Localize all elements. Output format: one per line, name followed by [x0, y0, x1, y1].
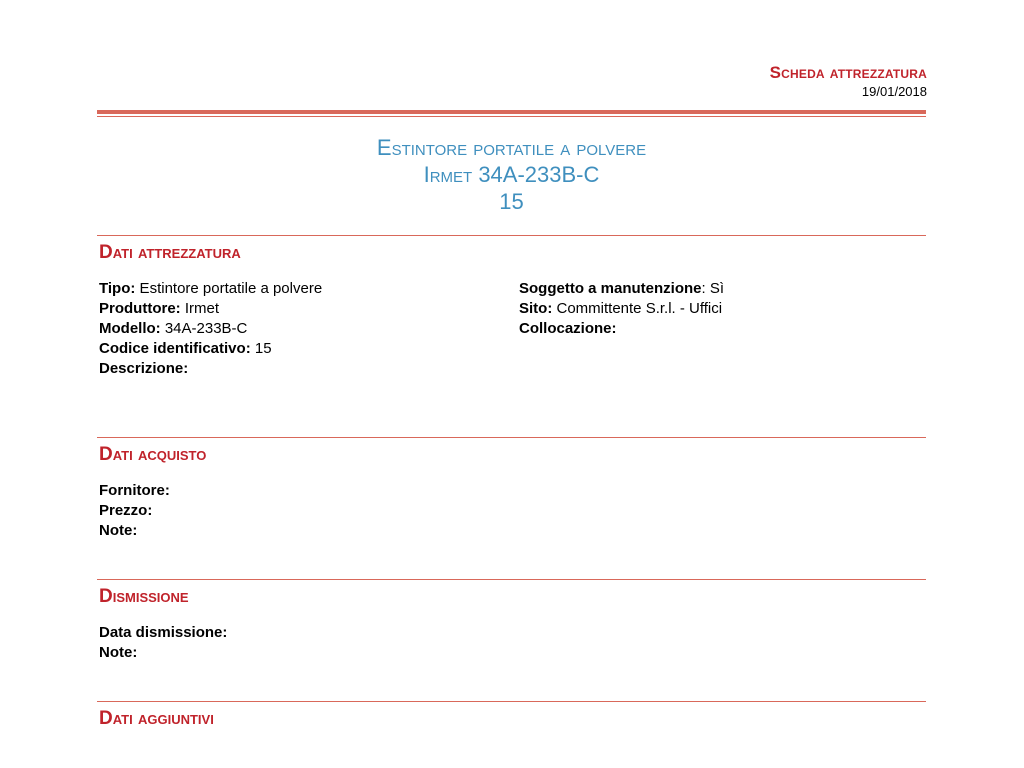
- field-soggetto-manutenzione: [519, 279, 919, 299]
- field-value: 15: [250, 340, 272, 357]
- field-descrizione: [99, 359, 519, 379]
- field-fornitore: [99, 481, 926, 501]
- field-value: : Sì: [701, 280, 725, 297]
- section-dati-attrezzatura: [97, 235, 926, 379]
- document-date: 19/01/2018: [861, 84, 927, 99]
- document-header: [770, 62, 927, 100]
- field-label: Modello:: [99, 320, 161, 337]
- header-rule-thick: [97, 110, 926, 114]
- field-label: Prezzo:: [99, 502, 153, 519]
- equipment-fields-left: [99, 279, 519, 379]
- section-rule: [97, 437, 926, 438]
- field-label: Descrizione:: [99, 360, 189, 377]
- section-rule: [97, 579, 926, 580]
- field-value: Estintore portatile a polvere: [135, 280, 323, 297]
- field-label: Soggetto a manutenzione: [519, 280, 702, 297]
- field-sito: [519, 299, 919, 319]
- field-produttore: [99, 299, 519, 319]
- equipment-title-code: 15: [499, 189, 524, 214]
- field-label: Collocazione:: [519, 320, 617, 337]
- purchase-fields: [99, 481, 926, 541]
- field-prezzo: [99, 501, 926, 521]
- equipment-title-model: Irmet 34A-233B-C: [423, 162, 600, 187]
- field-value: 34A-233B-C: [160, 320, 248, 337]
- decommission-fields: [99, 623, 926, 663]
- section-rule: [97, 701, 926, 702]
- field-codice-identificativo: [99, 339, 519, 359]
- section-title: Dati aggiuntivi: [99, 708, 214, 729]
- section-dati-aggiuntivi: [97, 701, 926, 731]
- field-label: Note:: [99, 644, 138, 661]
- equipment-title: [97, 134, 926, 215]
- field-value: Irmet: [180, 300, 220, 317]
- equipment-fields: [99, 279, 926, 379]
- field-value: Committente S.r.l. - Uffici: [552, 300, 723, 317]
- section-dati-acquisto: [97, 437, 926, 541]
- field-tipo: [99, 279, 519, 299]
- section-title: Dismissione: [99, 586, 189, 607]
- field-modello: [99, 319, 519, 339]
- section-title: Dati attrezzatura: [99, 242, 241, 263]
- field-note: [99, 521, 926, 541]
- section-rule: [97, 235, 926, 236]
- field-collocazione: [519, 319, 919, 339]
- document-type-title: Scheda attrezzatura: [769, 63, 927, 82]
- field-label: Sito:: [519, 300, 553, 317]
- field-label: Fornitore:: [99, 482, 170, 499]
- field-note: [99, 643, 926, 663]
- field-label: Data dismissione:: [99, 624, 228, 641]
- section-dismissione: [97, 579, 926, 663]
- equipment-title-type: Estintore portatile a polvere: [376, 135, 647, 160]
- field-label: Produttore:: [99, 300, 181, 317]
- header-rule-thin: [97, 116, 926, 117]
- field-label: Tipo:: [99, 280, 136, 297]
- field-label: Codice identificativo:: [99, 340, 251, 357]
- field-data-dismissione: [99, 623, 926, 643]
- section-title: Dati acquisto: [99, 444, 207, 465]
- equipment-fields-right: [519, 279, 919, 379]
- field-label: Note:: [99, 522, 138, 539]
